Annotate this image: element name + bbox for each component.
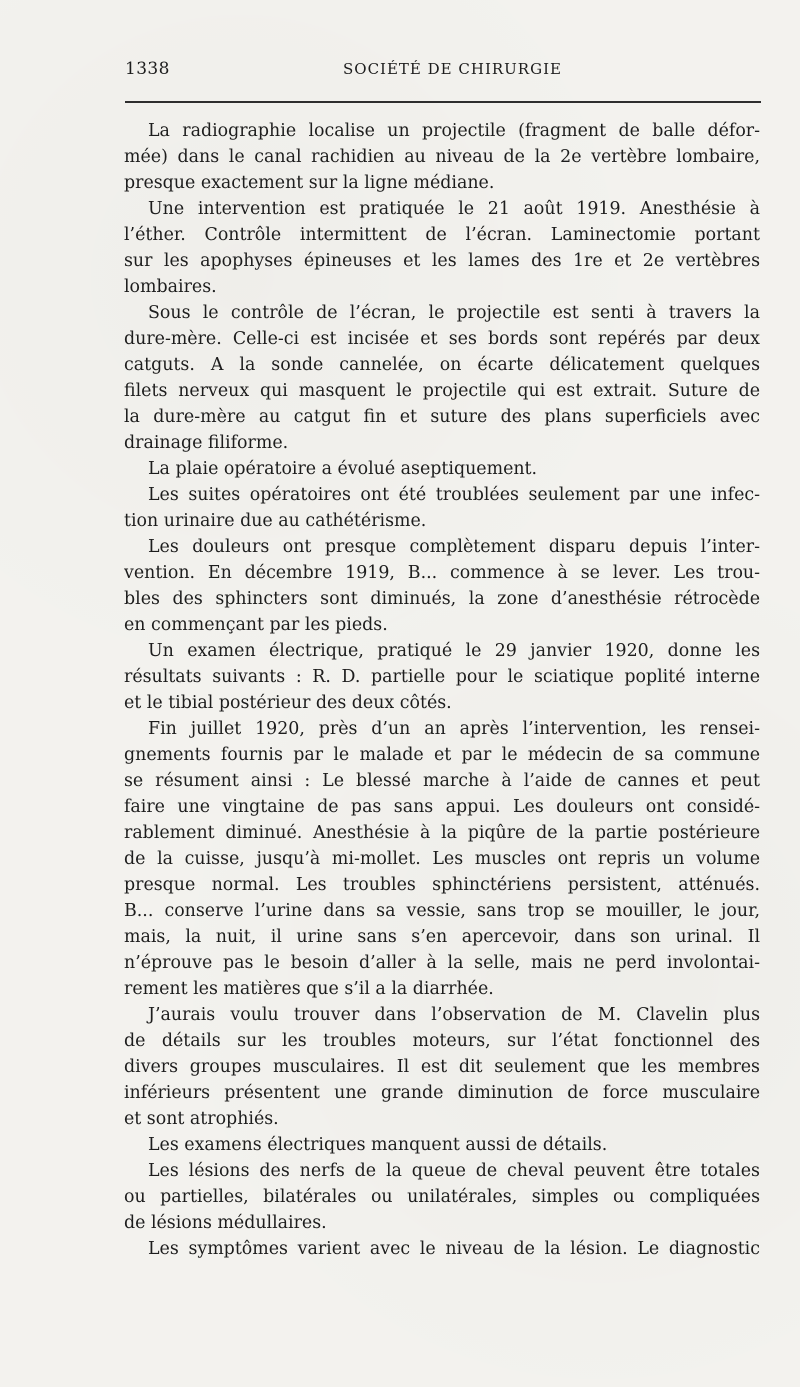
body-line: se résument ainsi : Le blessé marche à l’aide de cannes et peut <box>124 771 760 791</box>
body-line: de la cuisse, jusqu’à mi-mollet. Les muscles ont repris un volume <box>124 849 760 869</box>
page-header <box>125 59 760 85</box>
body-line: ou partielles, bilatérales ou unilatérales, simples ou compliquées <box>124 1187 760 1207</box>
body-line: inférieurs présentent une grande diminution de force musculaire <box>124 1083 760 1103</box>
body-line: La radiographie localise un projectile (fragment de balle défor- <box>148 121 760 141</box>
body-line: La plaie opératoire a évolué aseptiquement. <box>148 459 538 479</box>
body-line: filets nerveux qui masquent le projectile qui est extrait. Suture de <box>124 381 760 401</box>
body-line: mais, la nuit, il urine sans s’en apercevoir, dans son urinal. Il <box>124 927 760 947</box>
body-line: et le tibial postérieur des deux côtés. <box>124 693 452 713</box>
body-line: Les suites opératoires ont été troublées seulement par une infec- <box>148 485 760 505</box>
body-line: n’éprouve pas le besoin d’aller à la selle, mais ne perd involontai- <box>124 953 760 973</box>
body-line: Les lésions des nerfs de la queue de cheval peuvent être totales <box>148 1161 760 1181</box>
body-line: rement les matières que s’il a la diarrhée. <box>124 979 494 999</box>
body-line: lombaires. <box>124 277 217 297</box>
body-line: Fin juillet 1920, près d’un an après l’intervention, les rensei- <box>148 719 760 739</box>
body-line: gnements fournis par le malade et par le médecin de sa commune <box>124 745 760 765</box>
body-line: en commençant par les pieds. <box>124 615 388 635</box>
body-line: la dure-mère au catgut fin et suture des plans superficiels avec <box>124 407 760 427</box>
body-line: Les examens électriques manquent aussi de détails. <box>148 1135 608 1155</box>
body-line: divers groupes musculaires. Il est dit seulement que les membres <box>124 1057 760 1077</box>
body-line: Les symptômes varient avec le niveau de la lésion. Le diagnostic <box>148 1239 760 1259</box>
body-line: Sous le contrôle de l’écran, le projectile est senti à travers la <box>148 303 760 323</box>
body-line: dure-mère. Celle-ci est incisée et ses bords sont repérés par deux <box>124 329 760 349</box>
body-line: l’éther. Contrôle intermittent de l’écran. Laminectomie portant <box>124 225 760 245</box>
body-line: Une intervention est pratiquée le 21 août 1919. Anesthésie à <box>148 199 760 219</box>
page-number: 1338 <box>125 59 170 79</box>
body-line: résultats suivants : R. D. partielle pour le sciatique poplité interne <box>124 667 760 687</box>
body-line: mée) dans le canal rachidien au niveau de la 2e vertèbre lombaire, <box>124 147 760 167</box>
body-line: faire une vingtaine de pas sans appui. Les douleurs ont considé- <box>124 797 760 817</box>
body-line: bles des sphincters sont diminués, la zone d’anesthésie rétrocède <box>124 589 760 609</box>
body-line: vention. En décembre 1919, B... commence à se lever. Les trou- <box>124 563 760 583</box>
body-line: Les douleurs ont presque complètement disparu depuis l’inter- <box>148 537 760 557</box>
body-line: Un examen électrique, pratiqué le 29 janvier 1920, donne les <box>148 641 760 661</box>
body-line: J’aurais voulu trouver dans l’observation de M. Clavelin plus <box>148 1005 760 1025</box>
body-line: et sont atrophiés. <box>124 1109 279 1129</box>
body-line: de détails sur les troubles moteurs, sur l’état fonctionnel des <box>124 1031 760 1051</box>
body-line: B... conserve l’urine dans sa vessie, sans trop se mouiller, le jour, <box>124 901 760 921</box>
header-rule <box>125 101 761 103</box>
body-line: drainage filiforme. <box>124 433 289 453</box>
running-title: SOCIÉTÉ DE CHIRURGIE <box>343 60 562 78</box>
body-line: de lésions médullaires. <box>124 1213 327 1233</box>
body-line: presque normal. Les troubles sphinctériens persistent, atténués. <box>124 875 760 895</box>
body-text <box>124 118 760 1262</box>
body-line: rablement diminué. Anesthésie à la piqûre de la partie postérieure <box>124 823 760 843</box>
body-line: tion urinaire due au cathétérisme. <box>124 511 427 531</box>
body-line: catguts. A la sonde cannelée, on écarte délicatement quelques <box>124 355 760 375</box>
body-line: sur les apophyses épineuses et les lames des 1re et 2e vertèbres <box>124 251 760 271</box>
body-line: presque exactement sur la ligne médiane. <box>124 173 495 193</box>
